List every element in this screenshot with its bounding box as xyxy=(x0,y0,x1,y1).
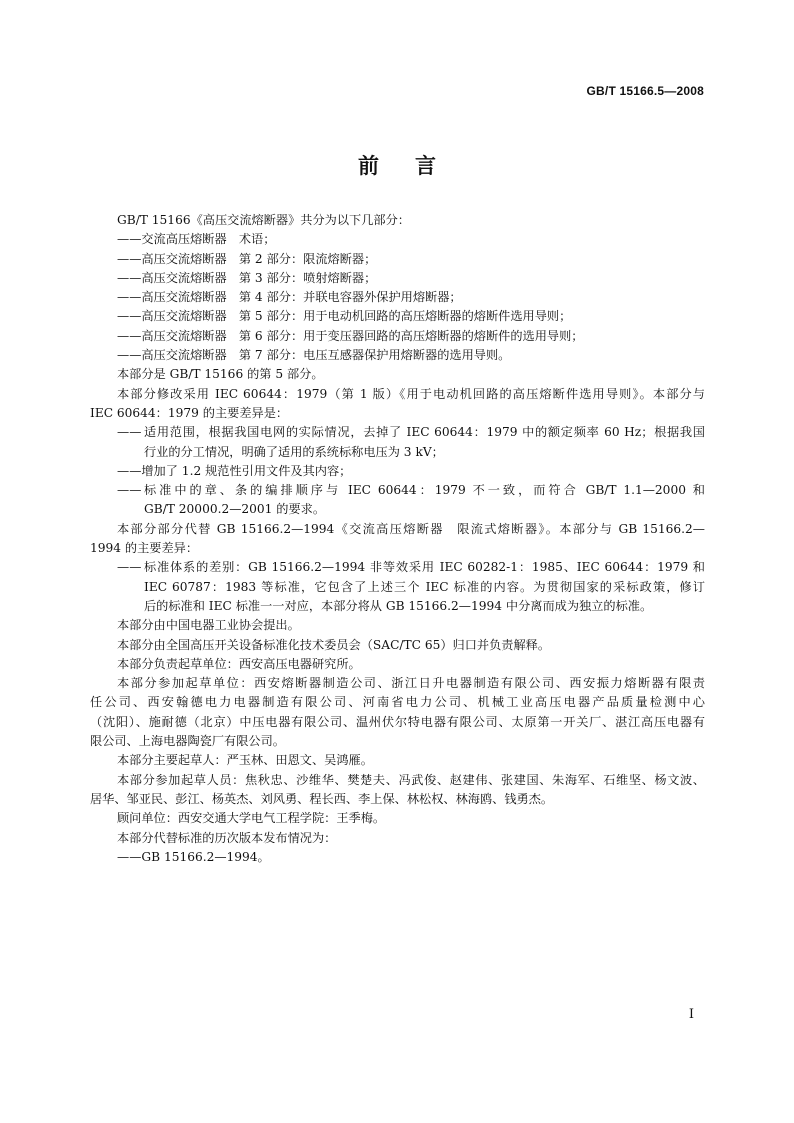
drafters-line: 居华、邹亚民、彭江、杨英杰、刘风勇、程长西、李上保、林松权、林海鸥、钱勇杰。 xyxy=(90,791,554,806)
difference-line: IEC 60787：1983 等标准，它包含了上述三个 IEC 标准的内容。为贯彻国家的采标政策，修订 xyxy=(144,579,705,594)
drafted-by: 本部分负责起草单位：西安高压电器研究所。 xyxy=(117,656,361,671)
part-item: ——高压交流熔断器 第 3 部分：喷射熔断器； xyxy=(117,270,377,285)
intro-paragraph: GB/T 15166《高压交流熔断器》共分为以下几部分： xyxy=(117,213,410,227)
difference-line: 行业的分工情况，明确了适用的系统标称电压为 3 kV； xyxy=(144,444,444,459)
advisor: 顾问单位：西安交通大学电气工程学院：王季梅。 xyxy=(117,811,386,826)
difference-item xyxy=(117,558,705,616)
main-drafters: 本部分主要起草人：严玉林、田恩文、吴鸿雁。 xyxy=(117,753,373,768)
participants-line: （沈阳）、施耐德（北京）中压电器有限公司、温州伏尔特电器有限公司、太原第一开关厂、湛江高压电器有 xyxy=(90,714,705,729)
drafters-paragraph xyxy=(90,771,705,810)
participants-line: 限公司、上海电器陶瓷厂有限公司。 xyxy=(90,734,285,749)
drafters-line: 本部分参加起草人员：焦秋忠、沙维华、樊楚夫、冯武俊、赵建伟、张建国、朱海军、石维坚、杨文波、 xyxy=(117,772,705,787)
part-item: ——高压交流熔断器 第 2 部分：限流熔断器； xyxy=(117,251,377,266)
page-number: I xyxy=(688,1007,694,1022)
replacement-paragraph xyxy=(90,520,705,559)
difference-item: ——增加了 1.2 规范性引用文件及其内容； xyxy=(117,463,352,478)
participants-line: 本部分参加起草单位：西安熔断器制造公司、浙江日升电器制造有限公司、西安振力熔断器有限责 xyxy=(117,676,705,691)
part-item: ——交流高压熔断器 术语； xyxy=(117,232,276,247)
dash-marker: —— xyxy=(117,483,142,498)
dash-marker: —— xyxy=(117,425,142,440)
difference-line: 标准体系的差别：GB 15166.2—1994 非等效采用 IEC 60282-1：1985、IEC 60644：1979 和 xyxy=(144,560,705,575)
difference-body xyxy=(144,423,705,462)
history-item: ——GB 15166.2—1994。 xyxy=(117,849,270,864)
difference-line: 后的标准和 IEC 标准一一对应，本部分将从 GB 15166.2—1994 中分离而成为独立的标准。 xyxy=(144,598,653,613)
part-item: ——高压交流熔断器 第 5 部分：用于电动机回路的高压熔断器的熔断件选用导则； xyxy=(117,309,572,324)
difference-item xyxy=(117,423,705,462)
history-intro: 本部分代替标准的历次版本发布情况为： xyxy=(117,830,337,845)
standard-code: GB/T 15166.5—2008 xyxy=(586,84,704,98)
managed-by: 本部分由全国高压开关设备标准化技术委员会（SAC/TC 65）归口并负责解释。 xyxy=(117,637,551,652)
replacement-line: 1994 的主要差异： xyxy=(90,541,199,556)
proposed-by: 本部分由中国电器工业协会提出。 xyxy=(117,618,300,633)
part-item: ——高压交流熔断器 第 4 部分：并联电容器外保护用熔断器； xyxy=(117,290,462,305)
participants-line: 任公司、西安翰德电力电器制造有限公司、河南省电力公司、机械工业高压电器产品质量检测中心 xyxy=(90,695,705,710)
difference-line: 适用范围，根据我国电网的实际情况，去掉了 IEC 60644：1979 中的额定频率 60 Hz；根据我国 xyxy=(144,425,705,440)
replacement-line: 本部分部分代替 GB 15166.2—1994《交流高压熔断器 限流式熔断器》。本部分与 GB 15166.2— xyxy=(117,521,705,536)
difference-line: GB/T 20000.2—2001 的要求。 xyxy=(144,502,326,517)
this-part-paragraph: 本部分是 GB/T 15166 的第 5 部分。 xyxy=(117,367,324,382)
part-item: ——高压交流熔断器 第 7 部分：电压互感器保护用熔断器的选用导则。 xyxy=(117,348,511,363)
difference-body xyxy=(144,558,705,616)
adoption-paragraph xyxy=(90,385,705,424)
difference-line: 标准中的章、条的编排顺序与 IEC 60644：1979 不一致，而符合 GB/T 1.1—2000 和 xyxy=(144,483,705,498)
difference-item xyxy=(117,481,705,520)
dash-marker: —— xyxy=(117,560,142,575)
difference-body xyxy=(144,481,705,520)
part-item: ——高压交流熔断器 第 6 部分：用于变压器回路的高压熔断器的熔断件的选用导则； xyxy=(117,328,584,343)
adoption-line: 本部分修改采用 IEC 60644：1979（第 1 版）《用于电动机回路的高压熔断件选用导则》。本部分与 xyxy=(117,386,705,401)
foreword-content xyxy=(90,211,705,867)
adoption-line: IEC 60644：1979 的主要差异是： xyxy=(90,405,289,420)
participants-paragraph xyxy=(90,674,705,751)
page-title: 前言 xyxy=(358,153,472,178)
